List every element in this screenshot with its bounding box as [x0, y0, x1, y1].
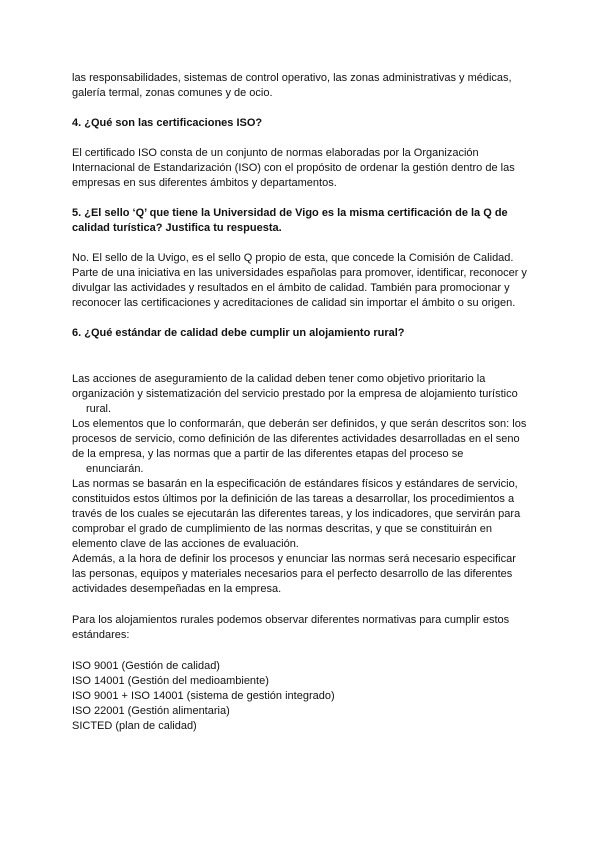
question-6-heading: 6. ¿Qué estándar de calidad debe cumplir un alojamiento rural?	[72, 327, 405, 339]
list-item: ISO 9001 (Gestión de calidad)	[72, 660, 220, 672]
intro-paragraph: las responsabilidades, sistemas de control operativo, las zonas administrativas y médicas, galería termal, zonas comunes y de ocio.	[72, 72, 512, 99]
question-5-answer: No. El sello de la Uvigo, es el sello Q propio de esta, que concede la Comisión de Calidad. Parte de una iniciativa en las universidades españolas para promover, identificar, reconocer y divulgar las actividades y resultados en el ámbito de calidad. También para promocionar y reconocer las certificaciones y acreditaciones de calidad sin importar el ámbito o su origen.	[72, 252, 527, 309]
list-item: ISO 14001 (Gestión del medioambiente)	[72, 675, 269, 687]
question-5-heading: 5. ¿El sello ‘Q’ que tiene la Universidad de Vigo es la misma certificación de la Q de calidad turística? Justifica tu respuesta.	[72, 207, 508, 234]
answer-paragraph-1: Las acciones de aseguramiento de la calidad deben tener como objetivo prioritario la organización y sistematización del servicio prestado por la empresa de alojamiento turístico rural.	[72, 373, 518, 415]
answer-paragraph-2: Los elementos que lo conformarán, que deberán ser definidos, y que serán descritos son: los procesos de servicio, como definición de las diferentes actividades desarrolladas en el seno de la empresa, y las normas que a partir de las diferentes etapas del proceso se enunciarán.	[72, 418, 527, 475]
question-4-answer: El certificado ISO consta de un conjunto de normas elaboradas por la Organización Internacional de Estandarización (ISO) con el propósito de ordenar la gestión dentro de las empresas en sus diferentes ámbitos y departamentos.	[72, 147, 515, 189]
answer-paragraph-3: Las normas se basarán en la especificación de estándares físicos y estándares de servicio, constituidos estos últimos por la definición de las tareas a desarrollar, los procedimientos a través de los cuales se ejecutarán las diferentes tareas, y los indicadores, que servirán para comprobar el grado de cumplimiento de las normas descritas, y que se constituirán en elemento clave de las acciones de evaluación.	[72, 478, 521, 550]
question-4-heading: 4. ¿Qué son las certificaciones ISO?	[72, 117, 263, 129]
list-item: ISO 9001 + ISO 14001 (sistema de gestión integrado)	[72, 690, 335, 702]
list-item: ISO 22001 (Gestión alimentaria)	[72, 705, 230, 717]
answer-paragraph-5: Para los alojamientos rurales podemos observar diferentes normativas para cumplir estos estándares:	[72, 614, 510, 641]
list-item: SICTED (plan de calidad)	[72, 720, 197, 732]
question-6-answer	[72, 372, 528, 734]
answer-paragraph-4: Además, a la hora de definir los procesos y enunciar las normas será necesario especificar las personas, equipos y materiales necesarios para el perfecto desarrollo de las diferentes actividades desempeñadas en la empresa.	[72, 553, 516, 595]
standards-list	[72, 659, 528, 734]
